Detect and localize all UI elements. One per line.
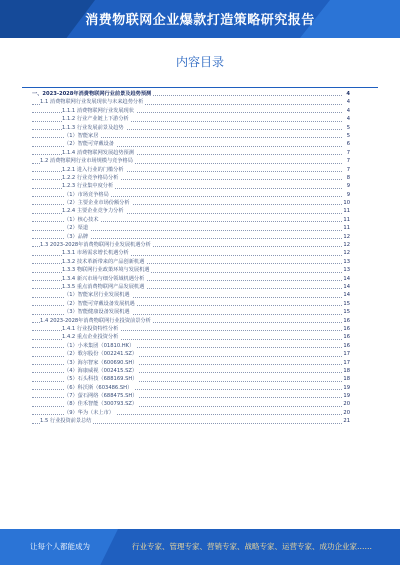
toc-entry[interactable]	[32, 317, 350, 325]
footer-banner	[0, 529, 400, 565]
toc-page-number: 10	[343, 200, 350, 207]
toc-page-number: 4	[346, 116, 350, 123]
toc-entry[interactable]	[32, 132, 350, 140]
toc-entry-title: （3）海尔智家（600690.SH）	[64, 359, 138, 366]
toc-page-number: 18	[343, 376, 350, 383]
toc-entry-title: （3）品牌	[64, 233, 89, 240]
toc-entry-title: 1.2.4 主要企业竞争力分析	[62, 208, 124, 215]
toc-entry[interactable]	[32, 308, 350, 316]
toc-page-number: 19	[343, 384, 350, 391]
toc-entry[interactable]	[32, 224, 350, 232]
toc-page-number: 21	[343, 418, 350, 425]
toc-entry-title: 1.1.4 消费物联网发展趋势预测	[62, 149, 134, 156]
toc-page-number: 15	[343, 300, 350, 307]
toc-page-number: 7	[346, 149, 350, 156]
toc-entry-title: 1.2.2 行业竞争格局分析	[62, 174, 119, 181]
toc-entry[interactable]	[32, 174, 350, 182]
toc-entry[interactable]	[32, 149, 350, 157]
toc-entry-title: 1.3.4 新兴市场与细分领域机遇分析	[62, 275, 145, 282]
toc-entry-title: （8）佳禾智能（300793.SZ）	[64, 401, 138, 408]
toc-entry-title: 1.2.1 进入行业的门槛分析	[62, 166, 124, 173]
toc-entry[interactable]	[32, 283, 350, 291]
toc-entry[interactable]	[32, 417, 350, 425]
toc-entry-title: 1.4.1 行业投资特性分析	[62, 325, 119, 332]
toc-entry[interactable]	[32, 90, 350, 98]
toc-entry[interactable]	[32, 291, 350, 299]
toc-entry-title: 1.1 消费物联网行业发展现状与未来趋势分析	[40, 99, 144, 106]
toc-entry[interactable]	[32, 392, 350, 400]
toc-page-number: 20	[343, 409, 350, 416]
toc-page-number: 12	[343, 233, 350, 240]
toc-entry[interactable]	[32, 249, 350, 257]
toc-entry-title: （1）智能家居	[64, 132, 99, 139]
toc-entry[interactable]	[32, 107, 350, 115]
toc-entry-title: （9）华为（未上市）	[64, 409, 114, 416]
toc-page-number: 9	[346, 191, 350, 198]
toc-page-number: 7	[346, 158, 350, 165]
toc-entry[interactable]	[32, 258, 350, 266]
toc-entry-title: （2）智能可穿戴设备	[64, 141, 114, 148]
table-of-contents	[32, 90, 350, 426]
toc-entry[interactable]	[32, 342, 350, 350]
toc-page-number: 9	[346, 183, 350, 190]
toc-entry[interactable]	[32, 350, 350, 358]
header-banner	[0, 0, 400, 38]
toc-entry-title: （1）市场竞争格局	[64, 191, 109, 198]
toc-page-number: 14	[343, 275, 350, 282]
toc-entry-title: （2）歌尔股份（002241.SZ）	[64, 351, 138, 358]
toc-entry-title: 1.1.3 行业发展前景及趋势	[62, 124, 124, 131]
toc-page-number: 13	[343, 267, 350, 274]
toc-page-number: 14	[343, 292, 350, 299]
toc-entry[interactable]	[32, 191, 350, 199]
toc-entry-title: 1.5 行业投资前景总结	[40, 418, 92, 425]
toc-entry[interactable]	[32, 140, 350, 148]
toc-entry[interactable]	[32, 367, 350, 375]
toc-entry-title: 1.4.2 重点企业投资分析	[62, 334, 119, 341]
toc-page-number: 19	[343, 393, 350, 400]
toc-entry-title: 1.3.1 市场需求增长机遇分析	[62, 250, 129, 257]
toc-entry-title: （2）主要企业市场份额分析	[64, 200, 130, 207]
toc-entry[interactable]	[32, 384, 350, 392]
footer-roles: 行业专家、管理专家、营销专家、战略专家、运营专家、成功企业家……	[132, 542, 372, 551]
report-title: 消费物联网企业爆款打造策略研究报告	[85, 13, 315, 28]
toc-entry[interactable]	[32, 400, 350, 408]
toc-entry[interactable]	[32, 124, 350, 132]
toc-entry[interactable]	[32, 359, 350, 367]
toc-entry-title: 1.3.3 物联网行业政策环境与发展机遇	[62, 267, 150, 274]
toc-page-number: 17	[343, 359, 350, 366]
toc-page-number: 11	[343, 225, 350, 232]
toc-entry-title: （2）渠道	[64, 225, 89, 232]
toc-entry[interactable]	[32, 182, 350, 190]
toc-page-number: 11	[343, 216, 350, 223]
toc-page-number: 14	[343, 283, 350, 290]
toc-page-number: 16	[343, 325, 350, 332]
toc-entry[interactable]	[32, 325, 350, 333]
toc-entry-title: （2）智能可穿戴设备发展机遇	[64, 300, 135, 307]
toc-page-number: 4	[346, 107, 350, 114]
toc-entry[interactable]	[32, 300, 350, 308]
toc-page-number: 6	[346, 141, 350, 148]
toc-page-number: 12	[343, 242, 350, 249]
toc-entry-title: 1.2.3 行业集中度分析	[62, 183, 114, 190]
toc-entry-title: 1.3 2023-2028年消费物联网行业发展机遇分析	[40, 242, 151, 249]
toc-entry[interactable]	[32, 115, 350, 123]
toc-page-number: 7	[346, 166, 350, 173]
toc-page-number: 20	[343, 401, 350, 408]
toc-entry-title: （1）智能家居行业发展机遇	[64, 292, 130, 299]
toc-page-number: 11	[343, 208, 350, 215]
toc-entry[interactable]	[32, 233, 350, 241]
toc-entry-title: 1.2 消费物联网行业市场规模与竞争格局	[40, 158, 133, 165]
toc-page-number: 12	[343, 250, 350, 257]
toc-divider	[22, 87, 378, 88]
toc-entry[interactable]	[32, 98, 350, 106]
footer-slogan: 让每个人都能成为	[30, 542, 90, 551]
toc-entry[interactable]	[32, 199, 350, 207]
toc-page-number: 16	[343, 317, 350, 324]
toc-entry-title: 一、2023-2028年消费物联网行业前景及趋势预测	[32, 91, 152, 97]
toc-entry[interactable]	[32, 241, 350, 249]
toc-entry[interactable]	[32, 207, 350, 215]
toc-entry-title: （1）小米集团（01810.HK）	[64, 342, 135, 349]
toc-entry[interactable]	[32, 333, 350, 341]
toc-entry-title: （4）海康威视（002415.SZ）	[64, 367, 138, 374]
toc-page-number: 4	[346, 91, 350, 97]
toc-entry-title: 1.1.2 行业产业链上下游分析	[62, 116, 129, 123]
toc-page-number: 4	[346, 99, 350, 106]
toc-entry-title: 1.3.2 技术革新带来的产品创新机遇	[62, 258, 145, 265]
toc-page-number: 5	[346, 124, 350, 131]
toc-entry[interactable]	[32, 275, 350, 283]
toc-page-number: 16	[343, 342, 350, 349]
toc-entry[interactable]	[32, 409, 350, 417]
toc-entry-title: （6）科沃斯（603486.SH）	[64, 384, 133, 391]
toc-entry[interactable]	[32, 166, 350, 174]
toc-entry[interactable]	[32, 375, 350, 383]
toc-page-number: 17	[343, 351, 350, 358]
toc-page-number: 8	[346, 174, 350, 181]
toc-page-number: 15	[343, 309, 350, 316]
toc-entry-title: （7）萤石网络（688475.SH）	[64, 393, 138, 400]
toc-heading: 内容目录	[175, 55, 224, 69]
toc-page-number: 13	[343, 258, 350, 265]
toc-page-number: 5	[346, 132, 350, 139]
toc-entry-title: 1.1.1 消费物联网行业发展现状	[62, 107, 134, 114]
toc-page-number: 16	[343, 334, 350, 341]
toc-entry-title: （5）石头科技（688169.SH）	[64, 376, 138, 383]
toc-entry-title: （3）智能健康设备发展机遇	[64, 309, 130, 316]
toc-entry[interactable]	[32, 266, 350, 274]
toc-entry[interactable]	[32, 157, 350, 165]
toc-entry-title: 1.3.5 重点消费物联网产品发展机遇	[62, 283, 145, 290]
toc-page-number: 18	[343, 367, 350, 374]
toc-entry-title: 1.4 2023-2028年消费物联网行业投资前景分析	[40, 317, 151, 324]
toc-entry[interactable]	[32, 216, 350, 224]
toc-entry-title: （1）核心技术	[64, 216, 99, 223]
